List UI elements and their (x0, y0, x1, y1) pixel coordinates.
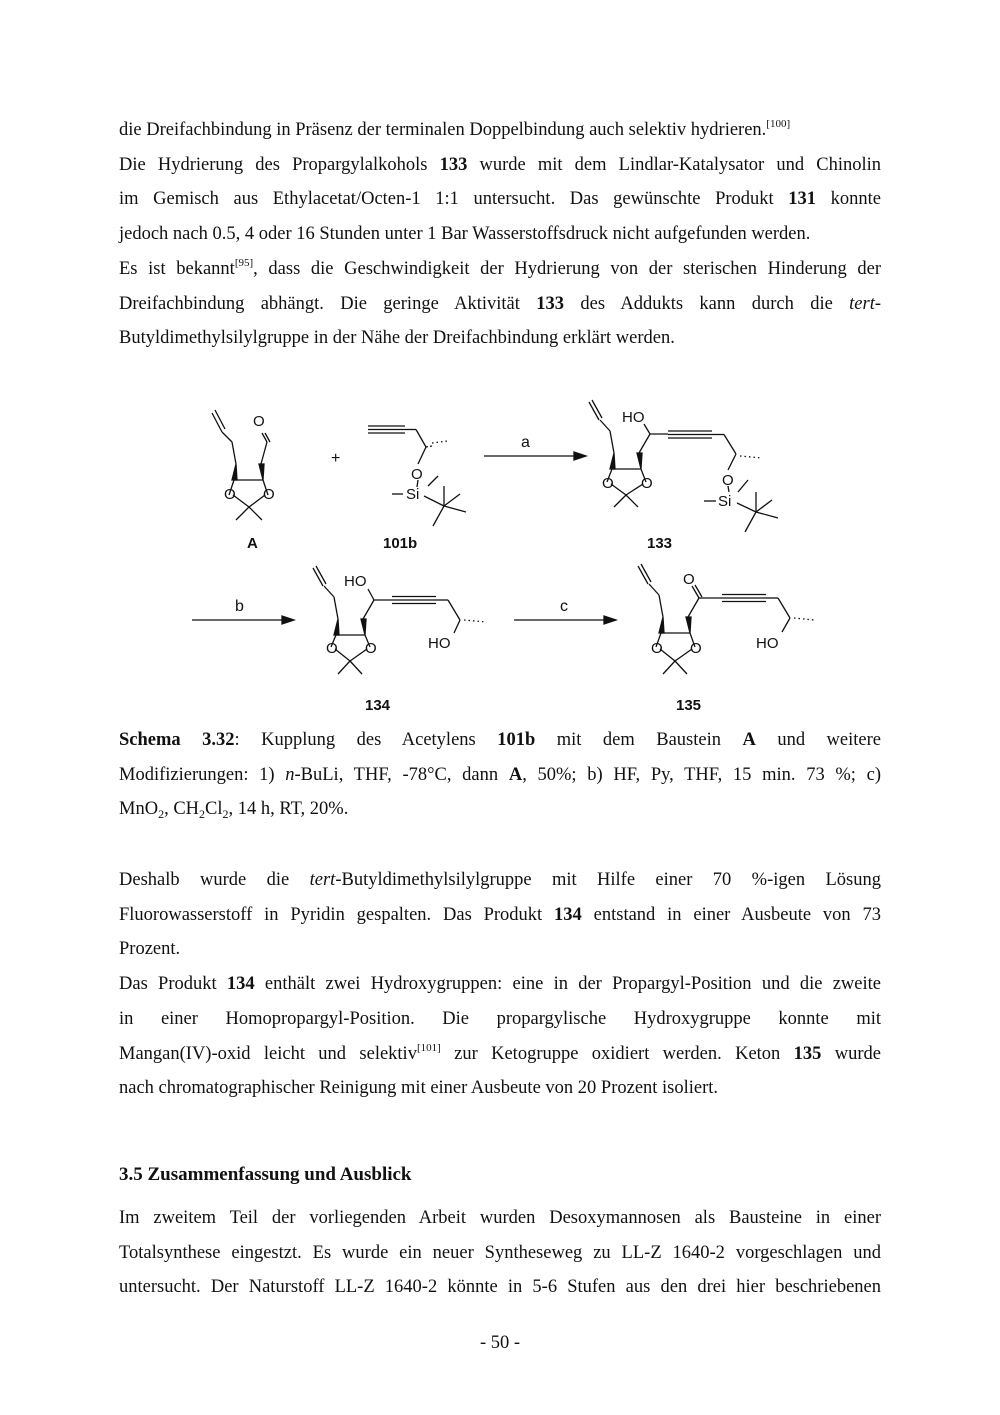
text-line: Prozent. (119, 939, 181, 960)
arrow-label-a: a (521, 434, 530, 451)
text-line: Mangan(IV)-oxid leicht und selektiv[101] zur Ketogruppe oxidiert werden. Keton 135 wurde (119, 1041, 882, 1064)
text-line: im Gemisch aus Ethylacetat/Octen-1 1:1 untersucht. Das gewünschte Produkt 131 konnte (119, 189, 881, 210)
svg-text:O: O (365, 640, 377, 657)
text-line: untersucht. Der Naturstoff LL-Z 1640-2 könnte in 5-6 Stufen aus den drei hier beschriebenen (119, 1277, 881, 1298)
svg-text:O: O (411, 466, 423, 483)
text-line: Das Produkt 134 enthält zwei Hydroxygruppen: eine in der Propargyl-Position und die zweite (119, 974, 881, 995)
plus-sign: + (331, 450, 341, 467)
svg-text:Si: Si (406, 486, 420, 503)
label-134: 134 (365, 697, 391, 714)
arrow-label-b: b (235, 598, 244, 615)
svg-text:O: O (602, 475, 614, 492)
text-line: Schema 3.32: Kupplung des Acetylens 101b mit dem Baustein A und weitere (119, 730, 881, 750)
label-101b: 101b (383, 535, 418, 552)
compound-ref: 131 (788, 189, 817, 210)
text-line: die Dreifachbindung in Präsenz der terminalen Doppelbindung auch selektiv hydrieren.[100] (119, 118, 791, 140)
svg-text:O: O (253, 413, 265, 430)
arrow-label-c: c (560, 598, 568, 615)
structure-133 (589, 400, 778, 552)
svg-text:O: O (326, 640, 338, 657)
svg-text:O: O (224, 486, 236, 503)
paragraph-hydrogenation (119, 113, 881, 356)
compound-ref: 133 (536, 293, 564, 314)
text-line: Die Hydrierung des Propargylalkohols 133 wurde mit dem Lindlar-Katalysator und Chinolin (119, 154, 881, 175)
reaction-arrow-c (514, 598, 616, 624)
page-number: - 50 - (479, 1333, 521, 1353)
label-133: 133 (647, 535, 673, 552)
structure-101b (368, 426, 466, 552)
svg-text:O: O (641, 475, 653, 492)
reaction-arrow-a (484, 434, 586, 460)
svg-text:HO: HO (756, 635, 779, 652)
text-line: Es ist bekannt[95], dass die Geschwindigkeit der Hydrierung von der sterischen Hinderung der (119, 256, 881, 279)
reaction-arrow-b (192, 598, 294, 624)
paragraph-deprotection (119, 863, 881, 1106)
text-line: Deshalb wurde die tert-Butyldimethylsilylgruppe mit Hilfe einer 70 %-igen Lösung (119, 870, 881, 890)
label-A: A (247, 535, 258, 552)
citation: [95] (234, 256, 254, 269)
text-line: nach chromatographischer Reinigung mit einer Ausbeute von 20 Prozent isoliert. (119, 1078, 719, 1099)
scheme-caption (119, 723, 881, 827)
svg-text:O: O (690, 640, 702, 657)
compound-ref: 133 (439, 154, 468, 175)
svg-text:O: O (683, 571, 695, 588)
svg-text:HO: HO (428, 635, 451, 652)
citation: [100] (766, 118, 791, 130)
text-line: Dreifachbindung abhängt. Die geringe Aktivität 133 des Addukts kann durch die tert- (119, 293, 882, 314)
structure-A (212, 410, 275, 552)
structure-135 (638, 564, 814, 714)
reaction-scheme (0, 380, 1000, 720)
svg-text:Si: Si (718, 493, 732, 510)
text-line: Totalsynthese eingestzt. Es wurde ein neuer Syntheseweg zu LL-Z 1640-2 vorgeschlagen und (119, 1242, 881, 1263)
svg-text:O: O (722, 472, 734, 489)
svg-text:O: O (263, 486, 275, 503)
text-line: Butyldimethylsilylgruppe in der Nähe der Dreifachbindung erklärt werden. (119, 328, 675, 349)
text-line: MnO$_2$, $CH_2Cl_2$, 14 h, RT, 20%. (119, 799, 349, 822)
paragraph-summary (119, 1201, 881, 1305)
svg-text:HO: HO (344, 573, 367, 590)
text-line: Modifizierungen: 1) n-BuLi, THF, -78°C, dann A, 50%; b) HF, Py, THF, 15 min. 73 %; c) (119, 764, 881, 785)
structure-134 (313, 566, 486, 714)
citation: [101] (416, 1041, 441, 1054)
text-line: jedoch nach 0.5, 4 oder 16 Stunden unter 1 Bar Wasserstoffsdruck nicht aufgefunden werden. (119, 224, 811, 245)
svg-text:HO: HO (622, 409, 645, 426)
text-line: in einer Homopropargyl-Position. Die propargylische Hydroxygruppe konnte mit (119, 1008, 881, 1029)
text-line: Im zweitem Teil der vorliegenden Arbeit wurden Desoxymannosen als Bausteine in einer (119, 1208, 881, 1228)
text-line: Fluorowasserstoff in Pyridin gespalten. Das Produkt 134 entstand in einer Ausbeute von 73 (119, 904, 881, 925)
caption-label: Schema 3.32 (119, 730, 235, 750)
svg-text:O: O (651, 640, 663, 657)
label-135: 135 (676, 697, 702, 714)
section-heading: 3.5 Zusammenfassung und Ausblick (119, 1164, 412, 1185)
